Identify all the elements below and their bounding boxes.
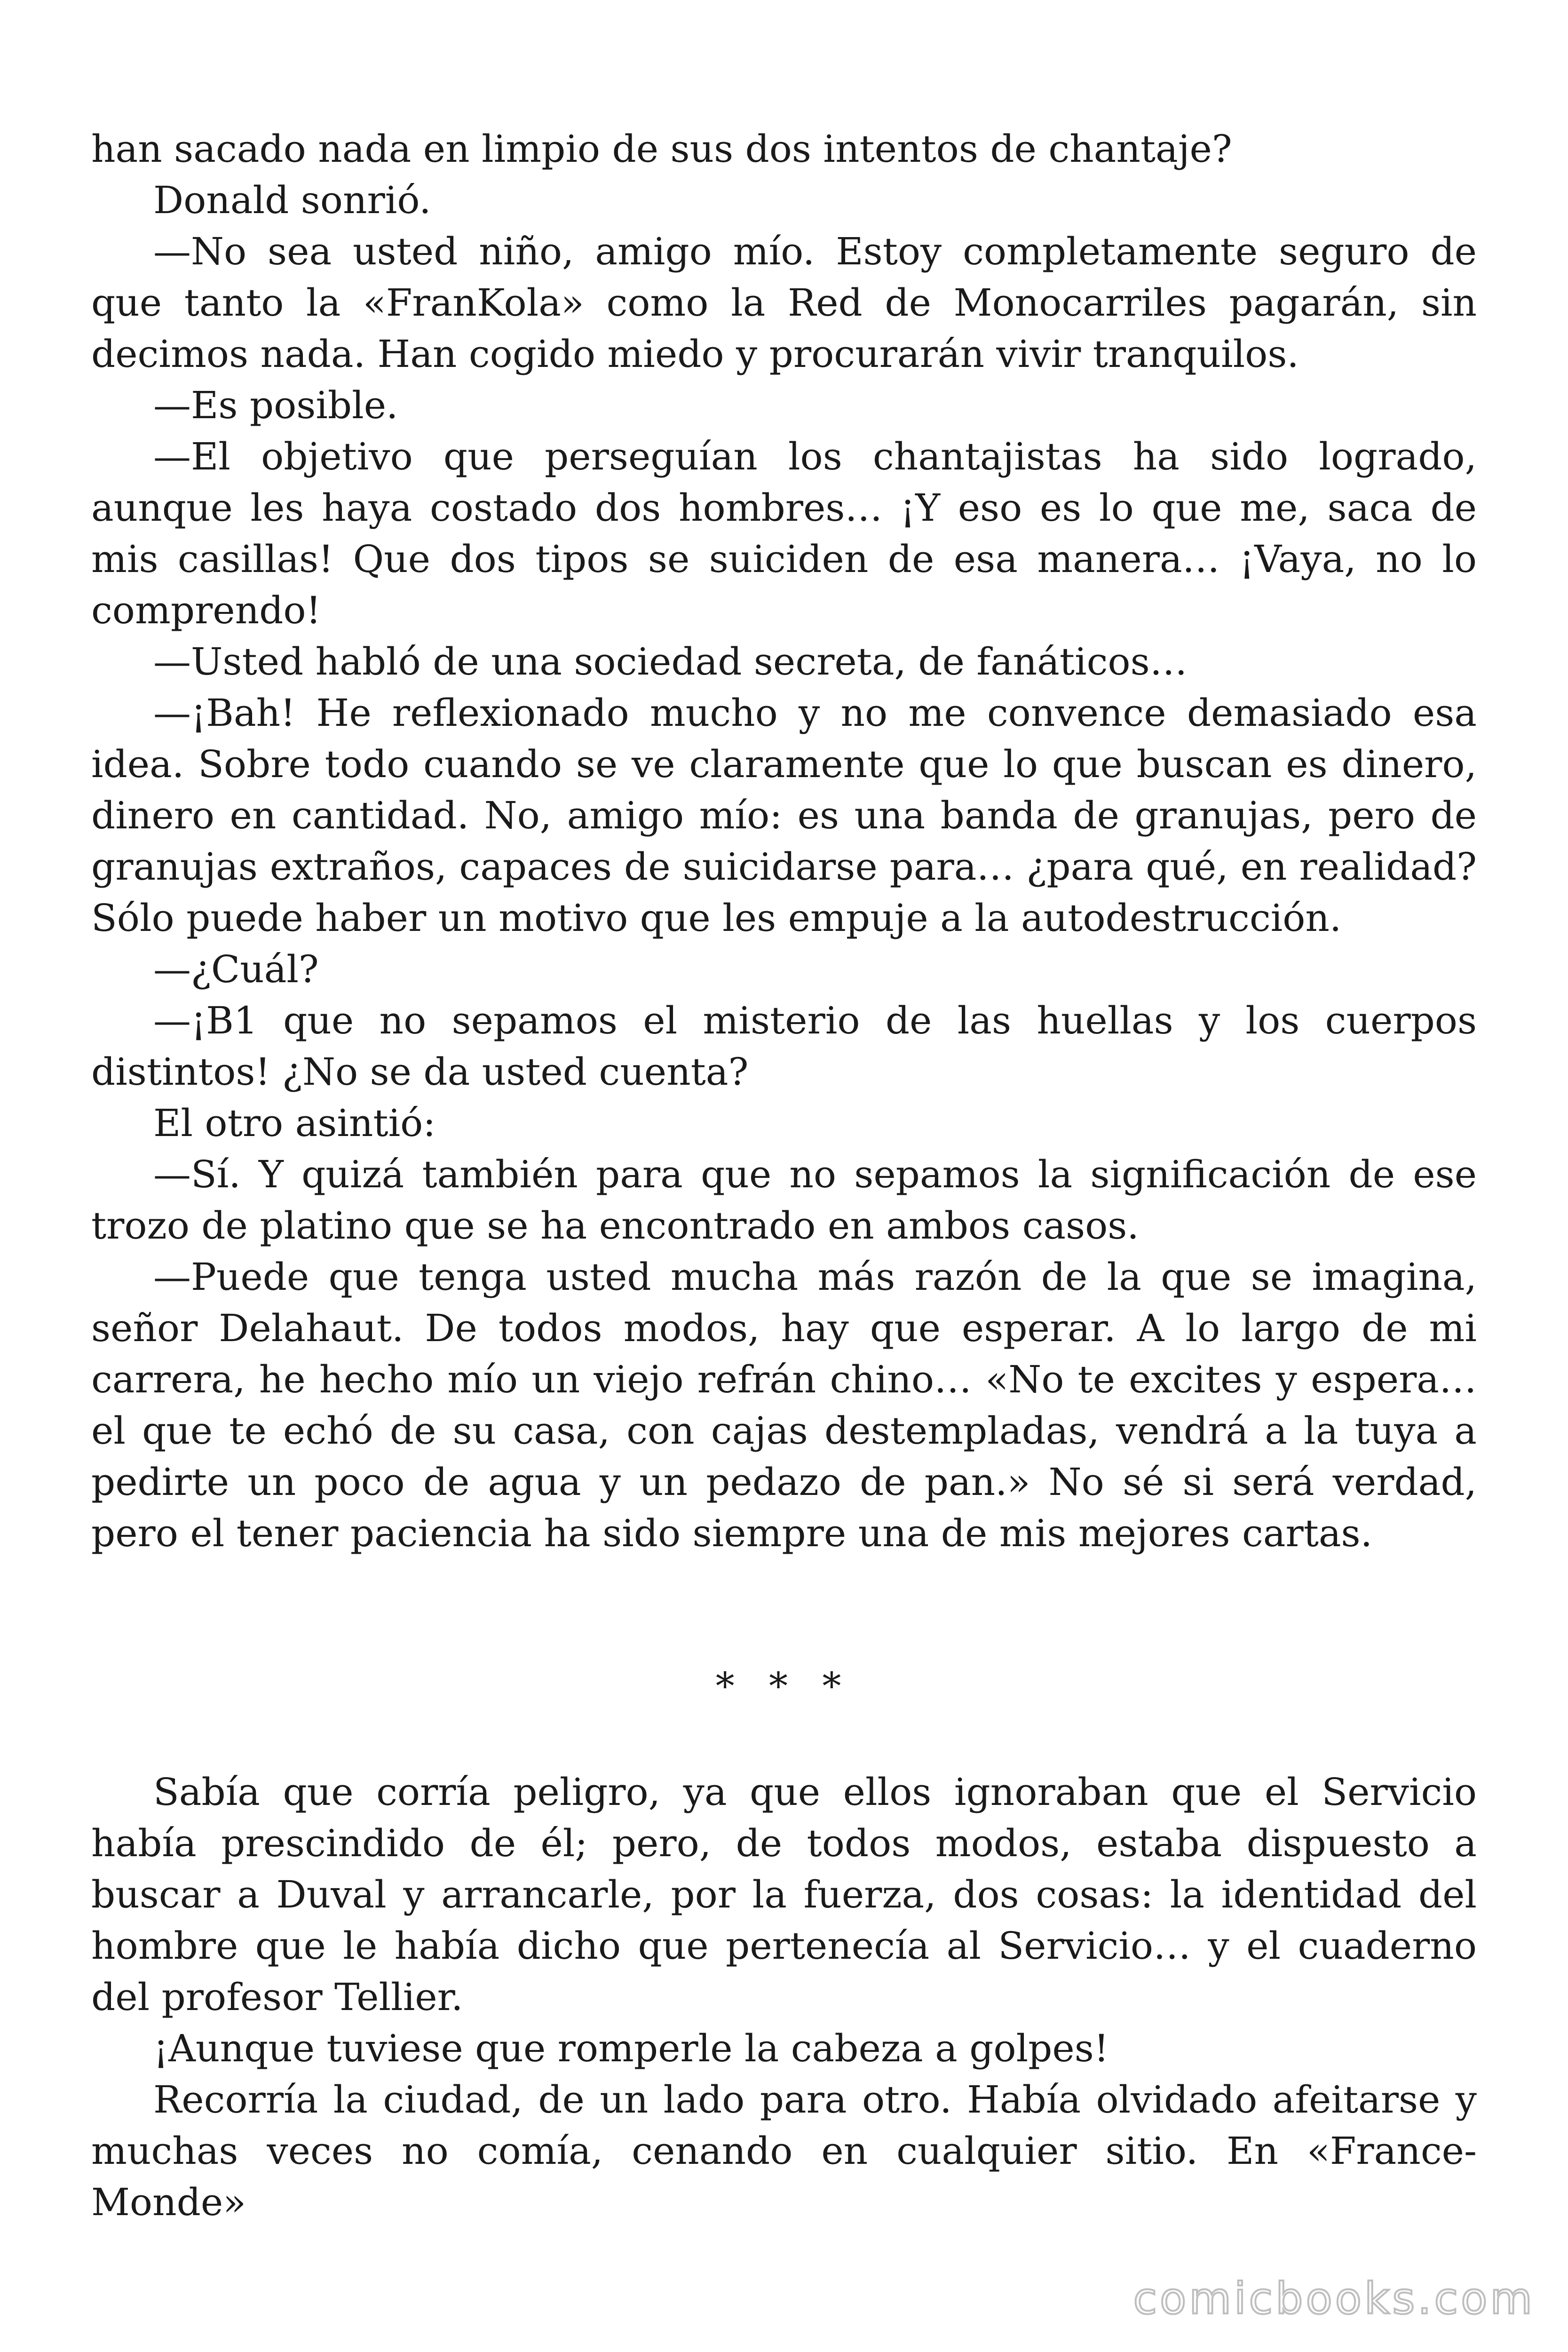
watermark-logo: comicbooks.com xyxy=(1133,2273,1535,2324)
paragraph: Sabía que corría peligro, ya que ellos ignoraban que el Servicio había prescindido de él; pero, de todos modos, estaba dispuesto a buscar a Duval y arrancarle, por la fuerza, dos cosas: la identidad del hombre que le había dicho que pertenecía al Servicio… y el cuaderno del profesor Tellier. xyxy=(91,1770,1477,2019)
paragraph: El otro asintió: xyxy=(153,1101,436,1145)
text-section-top xyxy=(91,123,1477,1559)
paragraph: —¿Cuál? xyxy=(153,947,319,991)
text-section-bottom xyxy=(91,1766,1477,2228)
paragraph: Recorría la ciudad, de un lado para otro. Había olvidado afeitarse y muchas veces no comía, cenando en cualquier sitio. En «France-Monde» xyxy=(91,2078,1477,2224)
paragraph: —El objetivo que perseguían los chantajistas ha sido logrado, aunque les haya costado dos hombres… ¡Y eso es lo que me, saca de mis casillas! Que dos tipos se suiciden de esa manera… ¡Vaya, no lo comprendo! xyxy=(91,435,1477,632)
paragraph: —Sí. Y quizá también para que no sepamos la significación de ese trozo de platino que se ha encontrado en ambos casos. xyxy=(91,1152,1477,1248)
paragraph: —No sea usted niño, amigo mío. Estoy completamente seguro de que tanto la «FranKola» como la Red de Monocarriles pagarán, sin decimos nada. Han cogido miedo y procurarán vivir tranquilos. xyxy=(91,230,1477,376)
paragraph: han sacado nada en limpio de sus dos intentos de chantaje? xyxy=(91,127,1232,171)
paragraph: —Puede que tenga usted mucha más razón de la que se imagina, señor Delahaut. De todos modos, hay que esperar. A lo largo de mi carrera, he hecho mío un viejo refrán chino… «No te excites y espera… el que te echó de su casa, con cajas destempladas, vendrá a la tuya a pedirte un poco de agua y un pedazo de pan.» No sé si será verdad, pero el tener paciencia ha sido siempre una de mis mejores cartas. xyxy=(91,1255,1477,1555)
paragraph: —¡B1 que no sepamos el misterio de las huellas y los cuerpos distintos! ¿No se da usted cuenta? xyxy=(91,999,1477,1094)
paragraph: —¡Bah! He reflexionado mucho y no me convence demasiado esa idea. Sobre todo cuando se ve claramente que lo que buscan es dinero, dinero en cantidad. No, amigo mío: es una banda de granujas, pero de granujas extraños, capaces de suicidarse para… ¿para qué, en realidad? Sólo puede haber un motivo que les empuje a la autodestrucción. xyxy=(91,691,1477,940)
paragraph: —Es posible. xyxy=(153,383,398,427)
paragraph: —Usted habló de una sociedad secreta, de fanáticos… xyxy=(153,640,1188,683)
paragraph: ¡Aunque tuviese que romperle la cabeza a golpes! xyxy=(153,2026,1109,2070)
paragraph: Donald sonrió. xyxy=(153,178,431,222)
section-separator: * * * xyxy=(715,1664,853,1708)
